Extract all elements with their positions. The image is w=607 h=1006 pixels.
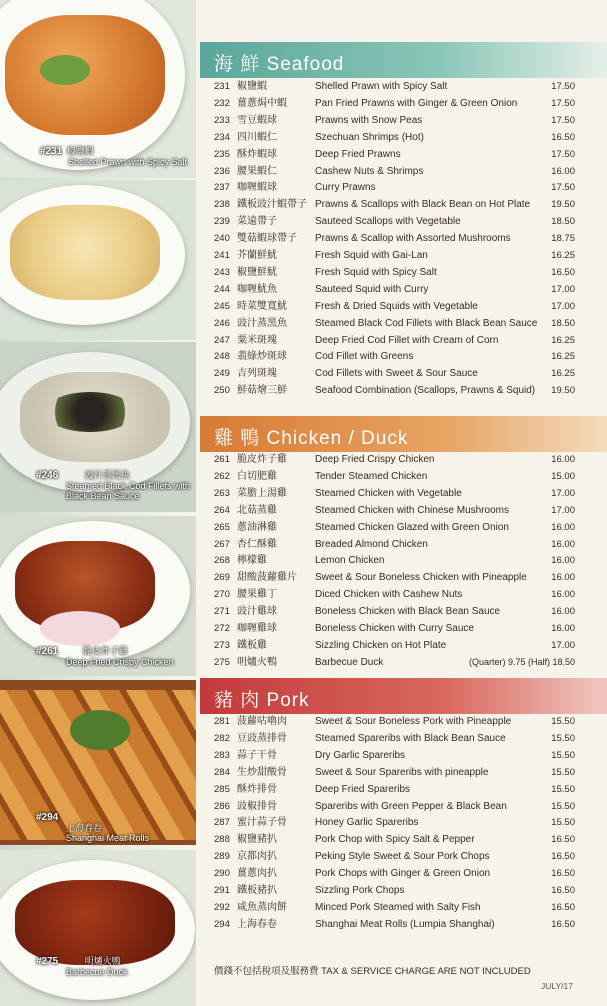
item-name-cn: 薑蔥肉扒: [237, 868, 277, 880]
section-title: 海 鮮 Seafood: [214, 54, 345, 75]
menu-item: [200, 654, 607, 671]
item-name-en: Sauteed Scallops with Vegetable: [315, 216, 461, 228]
item-name-cn: 酥炸蝦球: [237, 148, 277, 160]
photo-caption-cn: 椒鹽蝦: [66, 146, 94, 156]
section-header: [200, 678, 607, 714]
item-code: 249: [214, 368, 230, 380]
item-code: 272: [214, 623, 230, 634]
item-name-en: Szechuan Shrimps (Hot): [315, 131, 424, 143]
photo-caption-en: Barbecue Duck: [66, 967, 128, 977]
item-name-cn: 明爐火鴨: [237, 656, 277, 668]
menu-item: [200, 179, 607, 196]
item-name-cn: 薑蔥焗中蝦: [237, 97, 287, 109]
menu-item: [200, 637, 607, 654]
item-price: 15.50: [551, 716, 575, 727]
item-code: 233: [214, 114, 230, 126]
item-name-en: Peking Style Sweet & Sour Pork Chops: [315, 851, 490, 863]
item-price: 17.50: [551, 148, 575, 160]
item-name-en: Sauteed Squid with Curry: [315, 283, 429, 295]
item-name-cn: 咖喱蝦球: [237, 182, 277, 194]
item-price: 18.75: [551, 233, 575, 245]
menu-item: [200, 747, 607, 764]
item-price: 17.00: [551, 487, 575, 499]
item-name-en: Deep Fried Cod Fillet with Cream of Corn: [315, 334, 499, 346]
item-code: 273: [214, 639, 230, 651]
item-code: 245: [214, 300, 230, 312]
item-code: 235: [214, 148, 230, 160]
item-name-cn: 檸檬雞: [237, 555, 267, 567]
menu-item: [200, 247, 607, 264]
item-name-cn: 京都肉扒: [237, 851, 277, 863]
photo-number: #231: [40, 146, 63, 157]
item-price: 16.00: [551, 589, 575, 601]
menu-item: [200, 485, 607, 502]
item-name-cn: 腰果雞丁: [237, 589, 277, 601]
item-name-en: Tender Steamed Chicken: [315, 470, 428, 482]
item-name-cn: 生炒甜酸骨: [237, 766, 287, 778]
photo-shelled-prawn: [0, 0, 196, 178]
item-name-en: Shanghai Meat Rolls (Lumpia Shanghai): [315, 918, 495, 930]
photo-caption-cn: 明爐火鴨: [84, 956, 121, 966]
item-name-cn: 翡綠炒斑球: [237, 351, 287, 363]
menu-item: [200, 281, 607, 298]
item-name-cn: 吉列斑塊: [237, 368, 277, 380]
item-name-cn: 白切肥雞: [237, 470, 277, 482]
item-name-en: Steamed Chicken with Vegetable: [315, 487, 462, 499]
item-price: 16.00: [551, 538, 575, 550]
item-price: 16.50: [551, 266, 575, 278]
item-price: 16.50: [551, 885, 575, 896]
section-title: 雞 鴨 Chicken / Duck: [214, 428, 409, 449]
item-name-en: Cod Fillets with Sweet & Sour Sauce: [315, 368, 478, 380]
item-name-en: Sweet & Sour Spareribs with pineapple: [315, 766, 489, 778]
item-code: 241: [214, 250, 230, 261]
menu-item: [200, 348, 607, 365]
item-name-en: Honey Garlic Spareribs: [315, 817, 419, 829]
item-name-en: Cashew Nuts & Shrimps: [315, 165, 424, 177]
item-name-cn: 上海春卷: [237, 918, 277, 930]
item-price: 16.25: [551, 368, 575, 380]
item-name-en: Deep Fried Prawns: [315, 148, 401, 160]
item-name-en: Shelled Prawn with Spicy Salt: [315, 81, 448, 92]
item-name-cn: 時菜雙寬魷: [237, 300, 287, 312]
item-code: 269: [214, 572, 230, 584]
item-name-cn: 豆豉蒸排骨: [237, 732, 287, 744]
item-code: 237: [214, 182, 230, 194]
item-code: 281: [214, 716, 230, 727]
menu-item: [200, 146, 607, 163]
item-name-en: Fresh Squid with Spicy Salt: [315, 266, 437, 278]
menu-item: [200, 586, 607, 603]
item-price: 15.50: [551, 800, 575, 812]
photo-caption: [36, 812, 150, 843]
item-name-cn: 椒鹽豬扒: [237, 834, 277, 846]
item-price: 19.50: [551, 199, 575, 211]
item-name-cn: 北菇蒸雞: [237, 504, 277, 516]
item-name-en: Sizzling Pork Chops: [315, 885, 405, 896]
item-price: 17.50: [551, 114, 575, 126]
item-price: 16.00: [551, 606, 575, 618]
item-price: 15.00: [551, 470, 575, 482]
item-name-en: Pan Fried Prawns with Ginger & Green Onion: [315, 97, 518, 109]
photo-caption-en: Steamed Black Cod Fillets with Black Bean Sauce: [66, 481, 191, 501]
menu-item: [200, 882, 607, 899]
photo-caption-cn: 脆皮炸子雞: [82, 646, 128, 656]
item-name-en: Fresh & Dried Squids with Vegetable: [315, 300, 478, 312]
menu-item: [200, 112, 607, 129]
item-name-en: Boneless Chicken with Black Bean Sauce: [315, 606, 501, 618]
menu-item: [200, 230, 607, 247]
menu-item: [200, 536, 607, 553]
item-name-en: Sizzling Chicken on Hot Plate: [315, 639, 447, 651]
item-code: 291: [214, 885, 230, 896]
item-price: 17.00: [551, 283, 575, 295]
menu-item: [200, 315, 607, 332]
item-price: 16.00: [551, 623, 575, 634]
item-name-cn: 腰果蝦仁: [237, 165, 277, 177]
menu-item: [200, 764, 607, 781]
item-price: 17.50: [551, 182, 575, 194]
item-price: 19.50: [551, 385, 575, 397]
item-code: 271: [214, 606, 230, 618]
item-name-cn: 脆皮炸子雞: [237, 454, 287, 465]
menu-item: [200, 451, 607, 468]
item-price: 16.25: [551, 250, 575, 261]
item-name-cn: 雙菇蝦球帶子: [237, 233, 297, 245]
item-name-en: Cod Fillet with Greens: [315, 351, 414, 363]
item-price: 16.00: [551, 165, 575, 177]
item-name-cn: 椒鹽鮮魷: [237, 266, 277, 278]
item-code: 284: [214, 766, 230, 778]
menu-item: [200, 95, 607, 112]
item-name-en: Spareribs with Green Pepper & Black Bean: [315, 800, 507, 812]
photo-barbecue-duck: [0, 850, 196, 1006]
item-name-en: Steamed Spareribs with Black Bean Sauce: [315, 732, 506, 744]
photo-caption: [36, 646, 174, 667]
item-name-en: Fresh Squid with Gai-Lan: [315, 250, 428, 261]
photo-number: #275: [36, 956, 59, 967]
item-name-cn: 菜遠帶子: [237, 216, 277, 228]
item-name-cn: 甜酸菠蘿雞片: [237, 572, 297, 584]
menu-item: [200, 620, 607, 637]
item-code: 267: [214, 538, 230, 550]
photo-fresh-squid: [0, 180, 196, 340]
item-name-cn: 咖喱魷魚: [237, 283, 277, 295]
item-code: 234: [214, 131, 230, 143]
item-price: 17.00: [551, 504, 575, 516]
item-price: 17.00: [551, 639, 575, 651]
menu-date: JULY/17: [541, 981, 573, 991]
item-code: 264: [214, 504, 230, 516]
item-name-en: Barbecue Duck: [315, 656, 384, 668]
item-code: 289: [214, 851, 230, 863]
item-name-en: Deep Fried Spareribs: [315, 783, 411, 795]
item-price: 16.25: [551, 351, 575, 363]
item-price: 15.50: [551, 732, 575, 744]
item-name-cn: 四川蝦仁: [237, 131, 277, 143]
menu-item: [200, 781, 607, 798]
item-name-en: Pork Chop with Spicy Salt & Pepper: [315, 834, 475, 846]
menu-item: [200, 603, 607, 620]
item-code: 239: [214, 216, 230, 228]
item-code: 262: [214, 470, 230, 482]
photo-caption: [36, 956, 128, 977]
item-name-cn: 豉汁蒸黑魚: [237, 317, 287, 329]
menu-item: [200, 468, 607, 485]
menu-item: [200, 848, 607, 865]
photo-caption-en: Deep Fried Crispy Chicken: [66, 657, 174, 667]
menu-item: [200, 814, 607, 831]
menu-item: [200, 163, 607, 180]
item-code: 275: [214, 656, 230, 668]
item-code: 231: [214, 81, 230, 92]
menu-item: [200, 865, 607, 882]
item-price: 18.50: [551, 216, 575, 228]
item-price: 16.00: [551, 521, 575, 533]
item-name-en: Prawns & Scallop with Assorted Mushrooms: [315, 233, 511, 245]
menu-item: [200, 899, 607, 916]
item-name-cn: 鮮菇燴三鮮: [237, 385, 287, 397]
item-code: 238: [214, 199, 230, 211]
photo-caption-en: Shanghai Meat Rolls: [66, 833, 150, 843]
item-name-cn: 蜜汁蒜子骨: [237, 817, 287, 829]
tax-notice: 價錢不包括稅項及服務費 TAX & SERVICE CHARGE ARE NOT INCLUDED: [214, 966, 531, 977]
item-name-cn: 鐵板豬扒: [237, 885, 277, 896]
item-name-en: Prawns & Scallops with Black Bean on Hot Plate: [315, 199, 531, 211]
item-name-cn: 粟米斑塊: [237, 334, 277, 346]
menu-item: [200, 382, 607, 399]
menu-item: [200, 365, 607, 382]
item-name-cn: 芥蘭鮮魷: [237, 250, 277, 261]
item-name-cn: 鐵板雞: [237, 639, 267, 651]
menu-item: [200, 831, 607, 848]
photo-number: #246: [36, 470, 59, 481]
menu-item: [200, 713, 607, 730]
photo-caption: [40, 146, 187, 167]
item-code: 248: [214, 351, 230, 363]
item-name-cn: 咸魚蒸肉餅: [237, 901, 287, 913]
item-code: 292: [214, 901, 230, 913]
item-price: 16.00: [551, 555, 575, 567]
menu-item: [200, 552, 607, 569]
item-name-en: Steamed Chicken with Chinese Mushrooms: [315, 504, 509, 516]
item-code: 285: [214, 783, 230, 795]
section-header: [200, 42, 607, 78]
menu-item: [200, 298, 607, 315]
section-header: [200, 416, 607, 452]
menu-item: [200, 129, 607, 146]
menu-item: [200, 213, 607, 230]
item-name-cn: 咖喱雞球: [237, 623, 277, 634]
menu-item: [200, 730, 607, 747]
item-code: 270: [214, 589, 230, 601]
item-price: 16.50: [551, 851, 575, 863]
item-name-en: Steamed Chicken Glazed with Green Onion: [315, 521, 509, 533]
item-name-en: Minced Pork Steamed with Salty Fish: [315, 901, 481, 913]
menu-item: [200, 916, 607, 933]
section-title: 豬 肉 Pork: [214, 690, 310, 711]
item-code: 283: [214, 749, 230, 761]
item-code: 282: [214, 732, 230, 744]
item-price: 15.50: [551, 766, 575, 778]
item-name-cn: 酥炸排骨: [237, 783, 277, 795]
item-code: 288: [214, 834, 230, 846]
item-name-en: Sweet & Sour Boneless Pork with Pineapple: [315, 716, 512, 727]
item-price: 16.25: [551, 334, 575, 346]
photo-number: #261: [36, 646, 59, 657]
item-price: 16.00: [551, 454, 575, 465]
menu-item: [200, 332, 607, 349]
item-name-en: Steamed Black Cod Fillets with Black Bean Sauce: [315, 317, 538, 329]
photo-caption-cn: 上海春卷: [66, 823, 103, 833]
item-code: 244: [214, 283, 230, 295]
item-code: 286: [214, 800, 230, 812]
item-price: (Quarter) 9.75 (Half) 18.50: [468, 656, 575, 667]
item-name-en: Dry Garlic Spareribs: [315, 749, 406, 761]
item-name-en: Pork Chops with Ginger & Green Onion: [315, 868, 491, 880]
item-name-en: Sweet & Sour Boneless Chicken with Pineapple: [315, 572, 527, 584]
item-price: 16.50: [551, 901, 575, 913]
item-price: 16.50: [551, 131, 575, 143]
item-name-en: Curry Prawns: [315, 182, 376, 194]
menu-item: [200, 519, 607, 536]
item-price: 16.50: [551, 868, 575, 880]
item-price: 15.50: [551, 817, 575, 829]
item-code: 265: [214, 521, 230, 533]
item-name-cn: 菜膽上湯雞: [237, 487, 287, 499]
item-price: 16.00: [551, 572, 575, 584]
item-name-en: Deep Fried Crispy Chicken: [315, 454, 435, 465]
item-code: 290: [214, 868, 230, 880]
menu-item: [200, 78, 607, 95]
item-price: 18.50: [551, 317, 575, 329]
item-name-en: Boneless Chicken with Curry Sauce: [315, 623, 474, 634]
item-price: 15.50: [551, 783, 575, 795]
photo-caption: [36, 470, 196, 501]
item-name-cn: 蒜子干骨: [237, 749, 277, 761]
item-price: 17.50: [551, 81, 575, 92]
photo-column: [0, 0, 196, 1006]
item-code: 287: [214, 817, 230, 829]
menu-item: [200, 264, 607, 281]
item-code: 268: [214, 555, 230, 567]
item-name-cn: 雪豆蝦球: [237, 114, 277, 126]
item-code: 261: [214, 454, 230, 465]
item-name-en: Seafood Combination (Scallops, Prawns & Squid): [315, 385, 536, 397]
item-name-cn: 鐵板豉汁蝦帶子: [237, 199, 307, 211]
item-code: 236: [214, 165, 230, 177]
item-name-cn: 杏仁酥雞: [237, 538, 277, 550]
item-name-cn: 蔥油淋雞: [237, 521, 277, 533]
menu-item: [200, 569, 607, 586]
item-code: 247: [214, 334, 230, 346]
item-code: 263: [214, 487, 230, 499]
item-code: 250: [214, 385, 230, 397]
item-code: 246: [214, 317, 230, 329]
item-code: 240: [214, 233, 230, 245]
item-name-en: Diced Chicken with Cashew Nuts: [315, 589, 463, 601]
photo-caption-en: Shelled Prawn with Spicy Salt: [68, 157, 188, 167]
item-name-cn: 豉椒排骨: [237, 800, 277, 812]
item-code: 232: [214, 97, 230, 109]
item-name-en: Breaded Almond Chicken: [315, 538, 428, 550]
item-price: 17.50: [551, 97, 575, 109]
item-code: 243: [214, 266, 230, 278]
photo-number: #294: [36, 812, 59, 823]
menu-item: [200, 798, 607, 815]
item-name-cn: 菠蘿咕嚕肉: [237, 716, 287, 727]
item-price: 17.00: [551, 300, 575, 312]
item-price: 15.50: [551, 749, 575, 761]
item-name-cn: 豉汁雞球: [237, 606, 277, 618]
item-code: 294: [214, 918, 230, 930]
item-name-cn: 椒鹽蝦: [237, 81, 267, 92]
item-name-en: Prawns with Snow Peas: [315, 114, 423, 126]
item-name-en: Lemon Chicken: [315, 555, 385, 567]
item-price: 16.50: [551, 918, 575, 930]
photo-caption-cn: 豉汁蒸黑魚: [84, 470, 130, 480]
menu-item: [200, 502, 607, 519]
item-price: 16.50: [551, 834, 575, 846]
menu-item: [200, 196, 607, 213]
